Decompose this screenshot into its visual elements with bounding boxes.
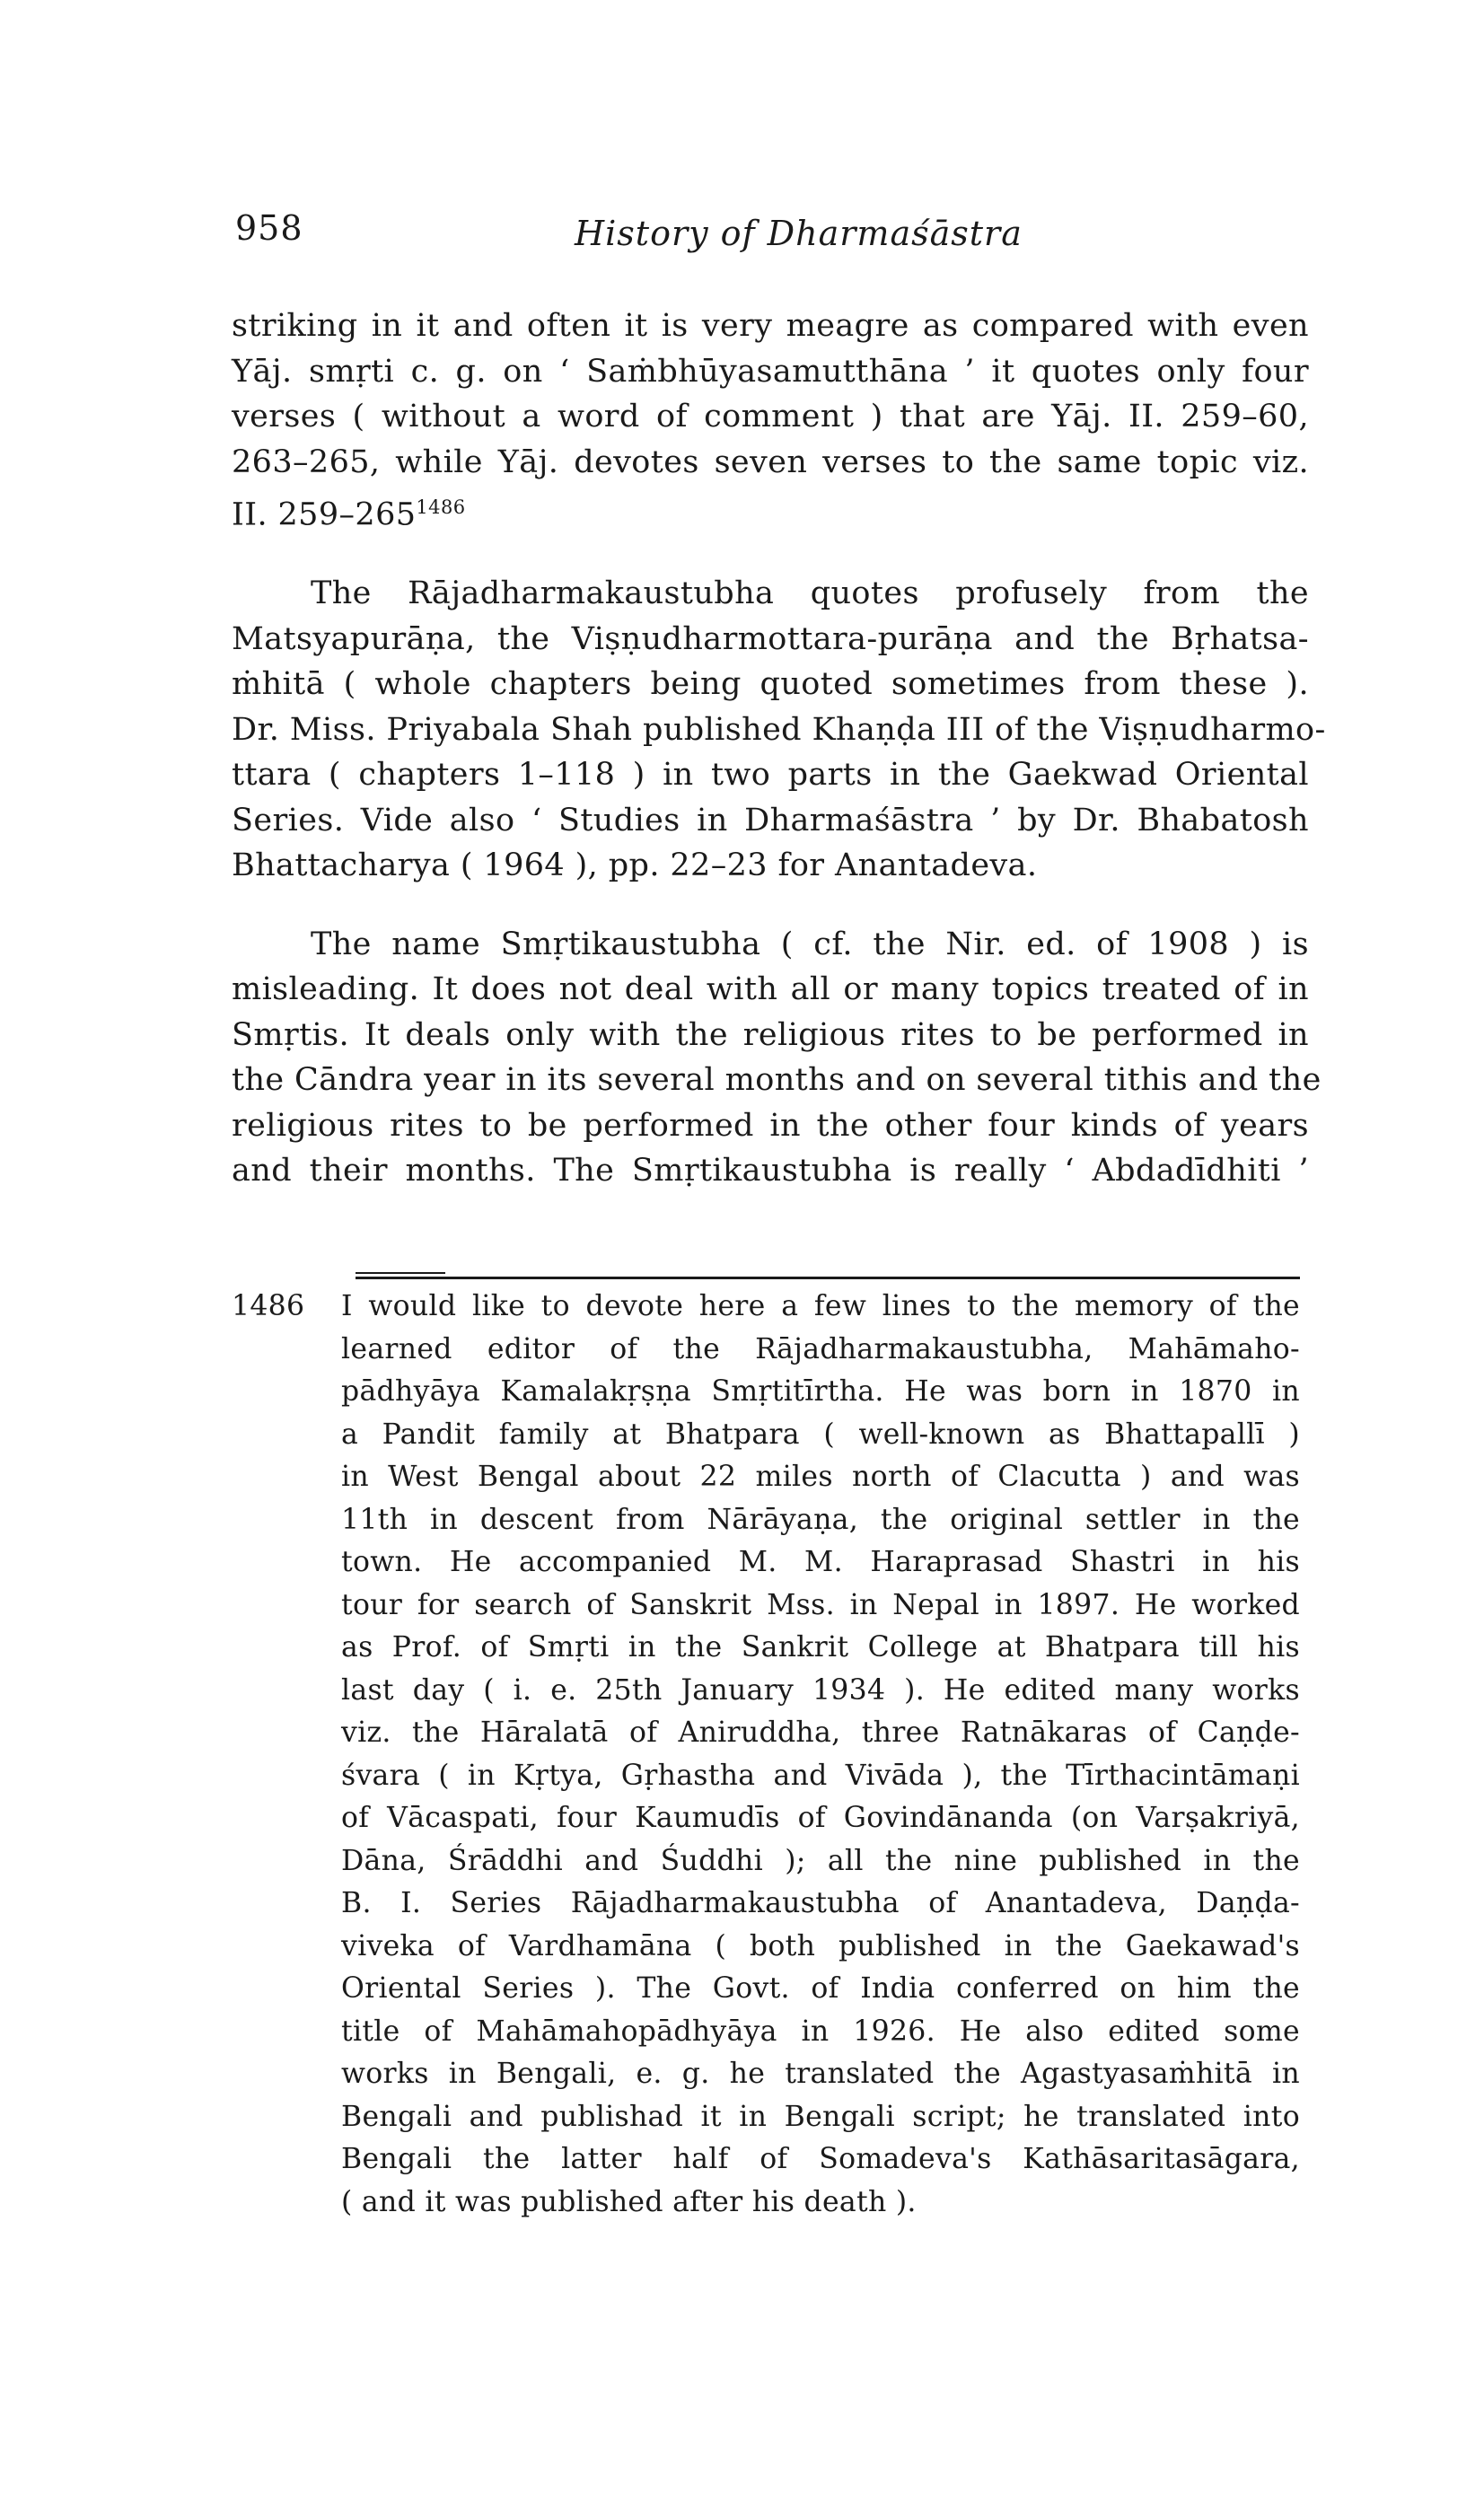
footnote-line: Bengali and publishad it in Bengali script; he translated into — [341, 2100, 1300, 2133]
paragraph-2 — [232, 571, 1326, 889]
footnote-line: ( and it was published after his death ). — [341, 2185, 917, 2218]
paragraph-3 — [232, 922, 1322, 1194]
footnote-line: B. I. Series Rājadharmakaustubha of Anantadeva, Daṇḍa- — [341, 1887, 1300, 1919]
text-line: religious rites to be performed in the other four kinds of years — [232, 1107, 1309, 1144]
footnote-line: as Prof. of Smṛti in the Sankrit College at Bhatpara till his — [341, 1631, 1300, 1664]
page-number: 958 — [235, 208, 303, 248]
footnote-rule-accent — [356, 1272, 445, 1274]
footnote-line: Bengali the latter half of Somadeva's Kathāsaritasāgara, — [341, 2143, 1300, 2175]
text-line: The name Smṛtikaustubha ( cf. the Nir. ed. of 1908 ) is — [311, 926, 1309, 962]
footnote-line: last day ( i. e. 25th January 1934 ). He edited many works — [341, 1673, 1300, 1707]
text-line: the Cāndra year in its several months and on several tithis and the — [232, 1062, 1322, 1099]
text-line: misleading. It does not deal with all or many topics treated of in — [232, 971, 1309, 1008]
footnote-divider — [356, 1277, 1300, 1279]
text-line-content: II. 259–265 — [232, 496, 417, 533]
footnote-line: learned editor of the Rājadharmakaustubha, Mahāmaho- — [341, 1332, 1300, 1365]
text-line: striking in it and often it is very meagre as compared with even — [232, 308, 1309, 344]
text-line: verses ( without a word of comment ) that are Yāj. II. 259–60, — [232, 399, 1309, 435]
text-line: Matsyapurāṇa, the Viṣṇudharmottara-purāṇa and the Bṛhatsa- — [232, 620, 1309, 657]
footnote-line: in West Bengal about 22 miles north of Clacutta ) and was — [341, 1461, 1300, 1493]
footnote-line: tour for search of Sanskrit Mss. in Nepal in 1897. He worked — [341, 1588, 1300, 1621]
text-line: Bhattacharya ( 1964 ), pp. 22–23 for Anantadeva. — [232, 847, 1038, 884]
text-line: Smṛtis. It deals only with the religious rites to be performed in — [232, 1016, 1309, 1053]
footnote-line: śvara ( in Kṛtya, Gṛhastha and Vivāda ), the Tīrthacintāmaṇi — [341, 1759, 1300, 1792]
footnote-line: works in Bengali, e. g. he translated the Agastyasaṁhitā in — [341, 2058, 1300, 2090]
text-line: ttara ( chapters 1–118 ) in two parts in the Gaekwad Oriental — [232, 757, 1309, 794]
footnote-reference: 1486 — [416, 496, 466, 518]
text-line: 263–265, while Yāj. devotes seven verses to the same topic viz. — [232, 443, 1309, 480]
footnote-line: Oriental Series ). The Govt. of India conferred on him the — [341, 1972, 1300, 2005]
paragraph-1 — [232, 303, 1309, 538]
footnote-line: title of Mahāmahopādhyāya in 1926. He also edited some — [341, 2015, 1300, 2048]
body-text — [232, 303, 1326, 1227]
text-line — [232, 485, 1309, 538]
running-title: History of Dharmaśāstra — [575, 214, 1023, 253]
footnote-line: pādhyāya Kamalakṛṣṇa Smṛtitīrtha. He was born in 1870 in — [341, 1375, 1300, 1408]
footnote-line: a Pandit family at Bhatpara ( well-known as Bhattapallī ) — [341, 1418, 1300, 1451]
text-line: Series. Vide also ‘ Studies in Dharmaśāstra ’ by Dr. Bhabatosh — [232, 802, 1309, 838]
footnote-number: 1486 — [232, 1290, 305, 1322]
text-line: The Rājadharmakaustubha quotes profusely from the — [311, 575, 1309, 612]
footnote-line: 11th in descent from Nārāyaṇa, the original settler in the — [341, 1503, 1300, 1536]
footnote-line: viveka of Vardhamāna ( both published in the Gaekawad's — [341, 1929, 1300, 1962]
text-line: Yāj. smṛti c. g. on ‘ Saṁbhūyasamutthāna ’ it quotes only four — [232, 353, 1309, 390]
footnote-body — [341, 1286, 1300, 2224]
footnote-line: viz. the Hāralatā of Aniruddha, three Ratnākaras of Caṇḍe- — [341, 1716, 1300, 1749]
text-line: ṁhitā ( whole chapters being quoted sometimes from these ). — [232, 666, 1309, 703]
footnote-line: of Vācaspati, four Kaumudīs of Govindānanda (on Varṣakriyā, — [341, 1802, 1300, 1834]
footnote-line: I would like to devote here a few lines to the memory of the — [341, 1290, 1300, 1322]
footnote — [232, 1286, 1300, 2224]
footnote-line: Dāna, Śrāddhi and Śuddhi ); all the nine published in the — [341, 1844, 1300, 1877]
footnote-line: town. He accompanied M. M. Haraprasad Shastri in his — [341, 1546, 1300, 1578]
text-line: Dr. Miss. Priyabala Shah published Khaṇḍa III of the Viṣṇudharmo- — [232, 711, 1326, 748]
text-line: and their months. The Smṛtikaustubha is really ‘ Abdadīdhiti ’ — [232, 1153, 1309, 1190]
